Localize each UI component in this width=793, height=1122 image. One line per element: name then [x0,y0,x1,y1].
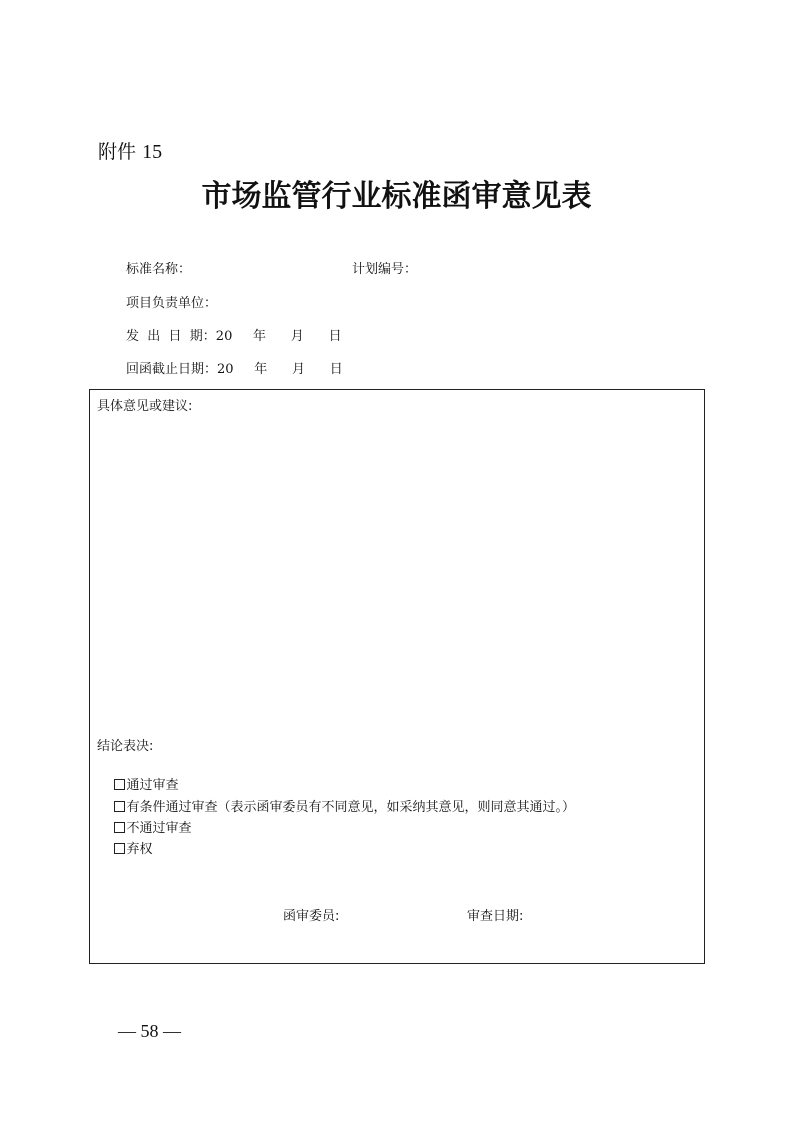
option-abstain[interactable] [97,823,153,877]
page-number: — 58 — [118,1021,181,1041]
option-conditional-pass-label: 有条件通过审查（表示函审委员有不同意见，如采纳其意见，则同意其通过。） [126,800,576,815]
review-date-label: 审查日期: [467,909,524,924]
checkbox-icon[interactable] [114,843,125,854]
option-pass-label: 通过审查 [126,778,179,793]
attachment-heading [98,140,162,164]
page-title: 市场监管行业标准函审意见表 [201,179,592,214]
option-fail-label: 不通过审查 [126,821,192,836]
plan-number-field: 计划编号： [352,262,418,277]
opinion-label: 具体意见或建议: [97,399,193,414]
option-abstain-label: 弃权 [126,842,153,857]
attachment-label: 附件 [98,141,137,163]
project-unit-field: 项目负责单位： [126,296,218,311]
issue-date-field: 发 出 日 期：20 年 月 日 [126,329,342,344]
attachment-number: 15 [142,141,163,163]
conclusion-label: 结论表决: [97,739,154,754]
review-member-label: 函审委员: [283,909,340,924]
deadline-date-field: 回函截止日期：20 年 月 日 [126,362,343,377]
standard-name-field: 标准名称： [126,262,192,277]
review-form-box [89,389,705,964]
